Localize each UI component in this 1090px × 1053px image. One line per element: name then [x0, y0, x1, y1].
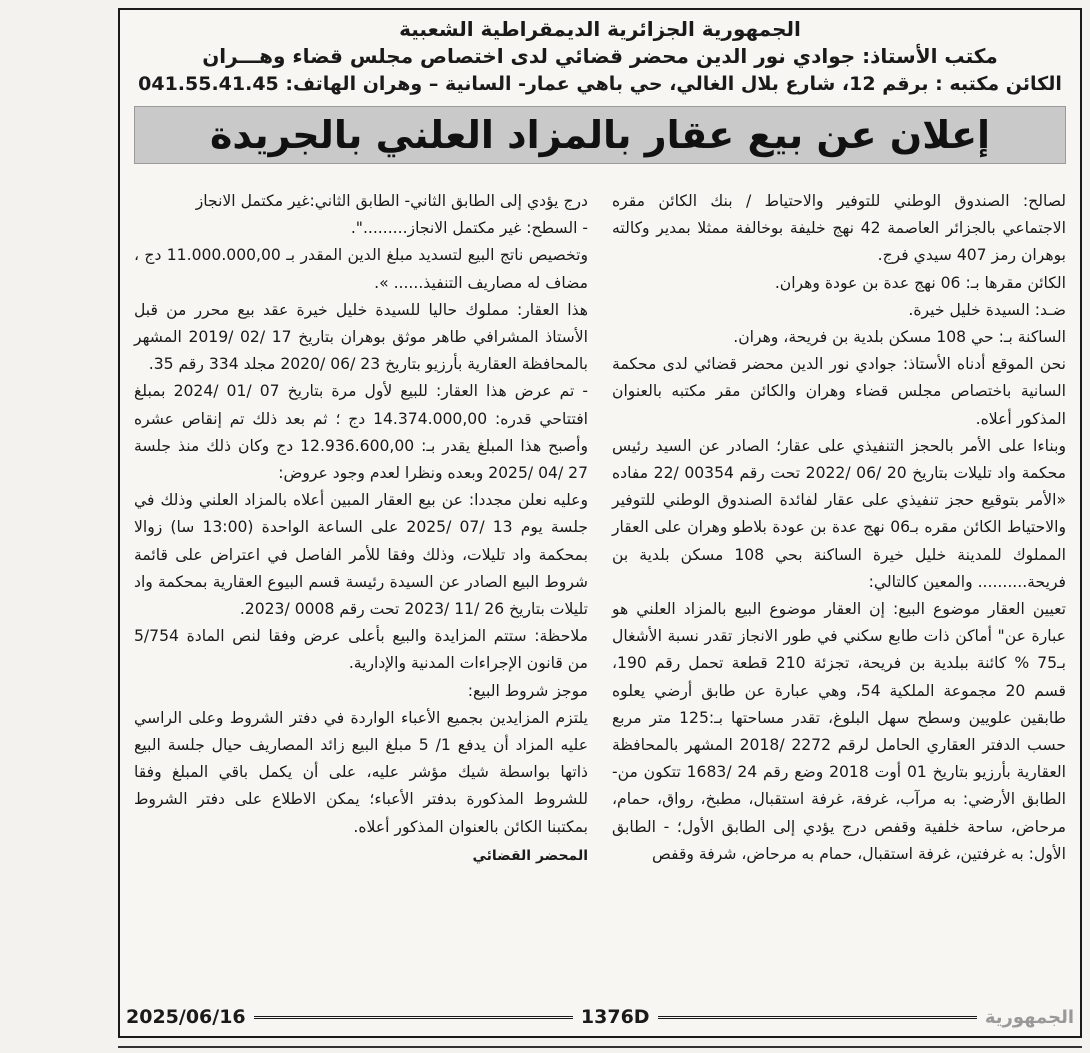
paragraph: الساكنة بـ: حي 108 مسكن بلدية بن فريحة، وهران. — [733, 328, 1066, 347]
announcement-frame — [118, 8, 1082, 1038]
header — [120, 16, 1080, 98]
footer-date: 2025/06/16 — [126, 1006, 246, 1028]
title-band — [134, 106, 1066, 164]
right-column — [612, 188, 1066, 968]
announcement-title: إعلان عن بيع عقار بالمزاد العلني بالجريدة — [209, 113, 991, 157]
paragraph: يلتزم المزايدين بجميع الأعباء الواردة في دفتر الشروط وعلى الراسي عليه المزاد أن يدفع 1/ 5 مبلغ البيع زائد المصاريف حيال جلسة البيع ذاتها بواسطة شيك مؤشر عليه، على أن يكمل باقي المبلغ وفقا للشروط المذكورة بدفتر الأعباء؛ يمكن الاطلاع على دفتر الشروط بمكتبنا الكائن بالعنوان المذكور أعلاه. — [134, 708, 588, 836]
paragraph: ضـد: السيدة خليل خيرة. — [908, 300, 1066, 319]
left-column — [134, 188, 588, 968]
footer-rule-left — [254, 1016, 573, 1019]
newspaper-logo: الجمهورية — [984, 1006, 1075, 1028]
bottom-rule — [118, 1046, 1082, 1048]
paragraph: وعليه نعلن مجددا: عن بيع العقار المبين أعلاه بالمزاد العلني وذلك في جلسة يوم 13 /07 /2025 على الساعة الواحدة (13:00 سا) زوالا بمحكمة واد تليلات، وذلك وفقا للأمر الفاصل في اعتراض على قائمة شروط البيع الصادر عن السيدة رئيسة قسم البيوع العقارية بمحكمة واد تليلات بتاريخ 26 /11 /2023 تحت رقم 0008 /2023. — [134, 491, 588, 619]
paragraph: ملاحظة: ستتم المزايدة والبيع بأعلى عرض وفقا لنص المادة 5/754 من قانون الإجراءات المدنية والإدارية. — [134, 627, 588, 673]
header-office: مكتب الأستاذ: جوادي نور الدين محضر قضائي لدى اختصاص مجلس قضاء وهـــران — [202, 44, 998, 68]
header-address: الكائن مكتبه : برقم 12، شارع بلال الغالي، حي باهي عمار- السانية – وهران الهاتف: 041.55.41.45 — [138, 73, 1062, 95]
header-country: الجمهورية الجزائرية الديمقراطية الشعبية — [399, 17, 801, 41]
paragraph: موجز شروط البيع: — [467, 681, 588, 700]
footer-code: 1376D — [580, 1006, 650, 1028]
paragraph: - تم عرض هذا العقار: للبيع لأول مرة بتاريخ 07 /01 /2024 بمبلغ افتتاحي قدره: 14.374.000,00 دج ؛ ثم بعد ذلك تم إنقاص عشره وأصبح هذا المبلغ يقدر بـ: 12.936.600,00 دج وكان ذلك منذ جلسة 27 /04 /2025 وبعده ونظرا لعدم وجود عروض: — [134, 382, 588, 483]
paragraph: الكائن مقرها بـ: 06 نهج عدة بن عودة وهران. — [774, 273, 1066, 292]
footer — [126, 1002, 1074, 1032]
body-columns — [134, 188, 1066, 968]
paragraph: وتخصيص ناتج البيع لتسديد مبلغ الدين المقدر بـ 11.000.000,00 دج ، مضاف له مصاريف التنفيذ...... ». — [134, 246, 588, 292]
paragraph: نحن الموقع أدناه الأستاذ: جوادي نور الدين محضر قضائي لدى محكمة السانية باختصاص مجلس قضاء وهران والكائن مقر مكتبه بالعنوان المذكور أعلاه. — [612, 355, 1066, 428]
signature: المحضر القضائي — [472, 847, 588, 864]
paragraph: درج يؤدي إلى الطابق الثاني- الطابق الثاني:غير مكتمل الانجاز — [195, 192, 588, 210]
paragraph: لصالح: الصندوق الوطني للتوفير والاحتياط / بنك الكائن مقره الاجتماعي بالجزائر العاصمة 42 نهج خليفة بوخالفة ممثلا بمدير وكالته بوهران رمز 407 سيدي فرج. — [612, 192, 1066, 265]
paragraph: هذا العقار: مملوك حاليا للسيدة خليل خيرة عقد بيع محرر من قبل الأستاذ المشرافي طاهر موثق بوهران بتاريخ 17 /02 /2019 المشهر بالمحافظة العقارية بأرزيو بتاريخ 23 /06 /2020 مجلد 334 رقم 35. — [134, 300, 588, 374]
paragraph: وبناءا على الأمر بالحجز التنفيذي على عقار؛ الصادر عن السيد رئيس محكمة واد تليلات بتاريخ 20 /06 /2022 تحت رقم 00354 /22 مفاده «الأمر بتوقيع حجز تنفيذي على عقار لفائدة الصندوق الوطني للتوفير والاحتياط الكائن مقره بـ06 نهج عدة بن عودة بلاطو وهران على العقار المملوك للمدينة خليل خيرة الساكنة بحي 108 مسكن بلدية بن فريحة.......... والمعين كالتالي: — [612, 436, 1066, 591]
paragraph: تعيين العقار موضوع البيع: إن العقار موضوع البيع بالمزاد العلني هو عبارة عن" أماكن ذات طابع سكني في طور الانجاز تقدر نسبة الأشغال بـ75 % كائنة ببلدية بن فريحة، تجزئة 210 قطعة تحمل رقم 190، قسم 20 مجموعة الملكية 54، وهي عبارة عن طابق أرضي يعلوه طابقين علويين وسطح سهل البلوغ، تقدر مساحتها بـ:125 متر مربع حسب الدفتر العقاري الحامل لرقم 2272 /2018 المشهر بالمحافظة العقارية بأرزيو بتاريخ 01 أوت 2018 وضع رقم 24 /1683 تتكون من- الطابق الأرضي: به مرآب، غرفة، غرفة استقبال، مطبخ، رواق، حمام، مرحاض، ساحة خلفية وقفص درج يؤدي إلى الطابق الأول؛ - الطابق الأول: به غرفتين، غرفة استقبال، حمام به مرحاض، شرفة وقفص — [612, 600, 1067, 863]
footer-rule-right — [658, 1016, 977, 1019]
paragraph: - السطح: غير مكتمل الانجاز.........". — [350, 219, 588, 238]
